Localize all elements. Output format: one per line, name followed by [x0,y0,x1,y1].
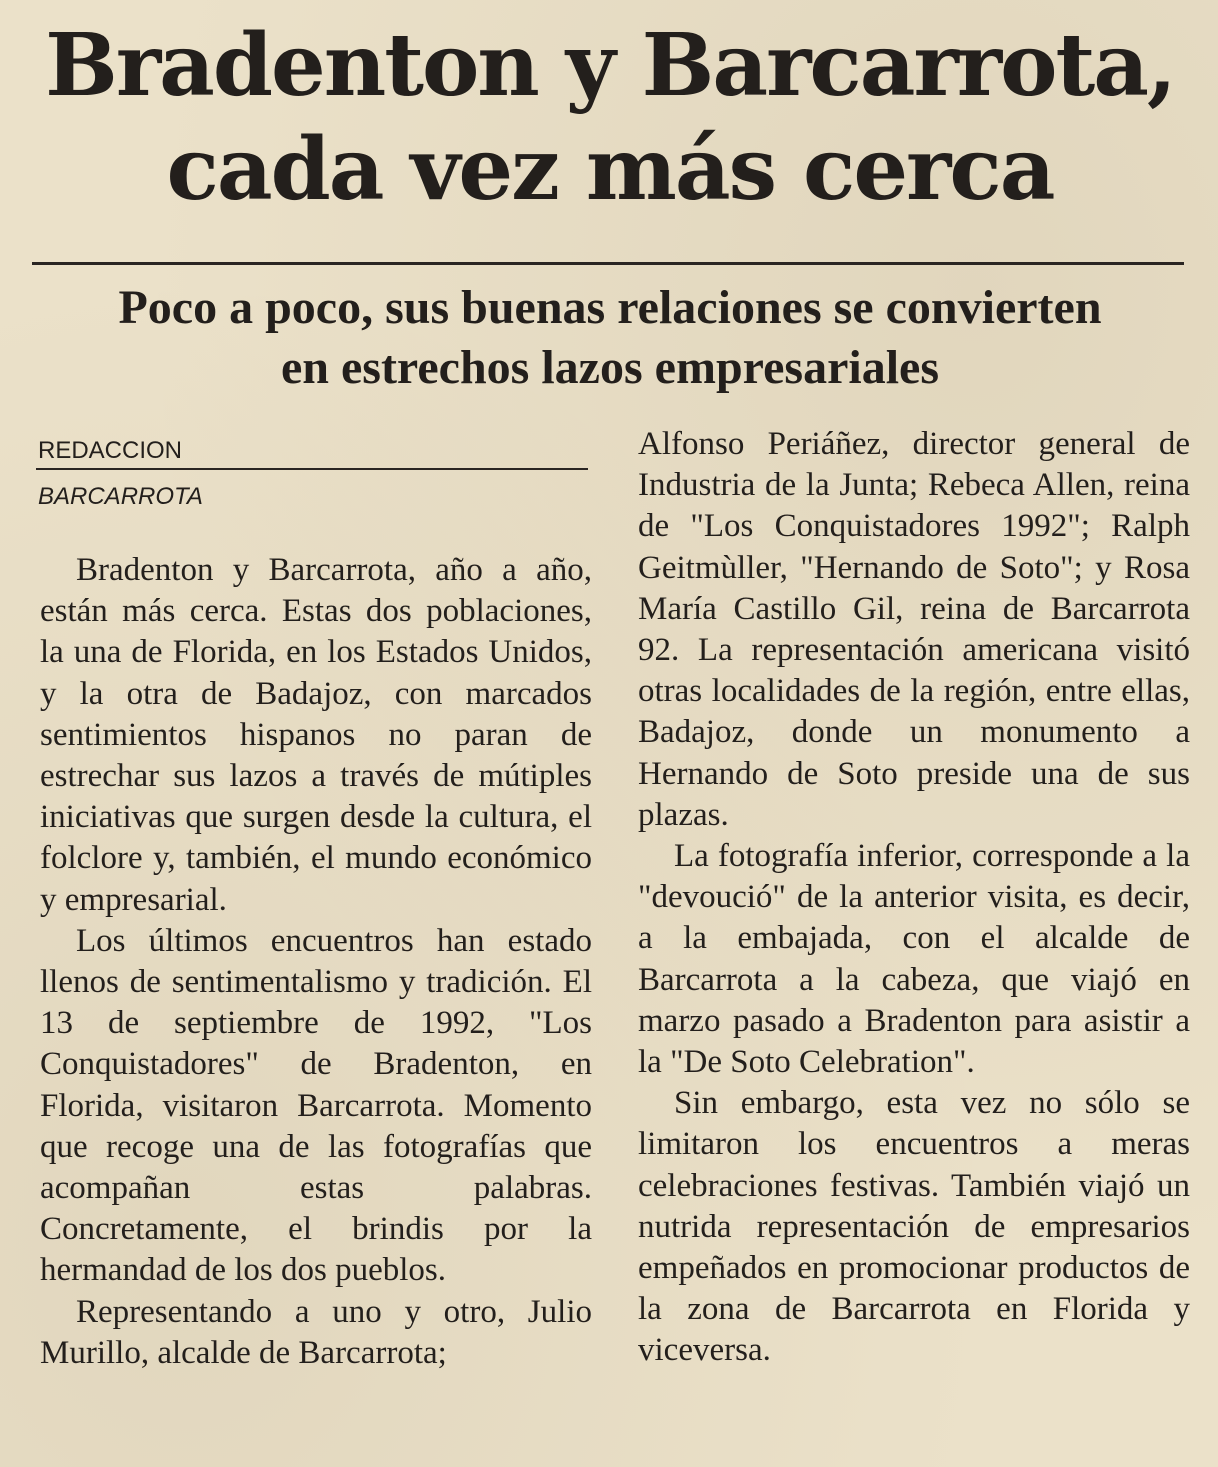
paragraph: Sin embargo, esta vez no sólo se limitaron los encuentros a meras celebraciones festivas. También viajó un nutrida representación de empresarios empeñados en promocionar productos de la zona de Barcarrota en Florida y viceversa. [638,1085,1190,1369]
paragraph: Los últimos encuentros han estado llenos de sentimentalismo y tradición. El 13 de septiembre de 1992, "Los Conquistadores" de Bradenton, en Florida, visitaron Barcarrota. Momento que recoge una de las fotografías que acompañan estas palabras. Concretamente, el brindis por la hermandad de los dos pueblos. [40,922,592,1289]
article-column-right [638,424,1190,1372]
dateline-location: BARCARROTA [38,483,203,510]
article-column-left [40,550,592,1374]
author: REDACCION [36,436,588,470]
headline-line-1: Bradenton y Barcarrota, [45,15,1175,116]
byline [36,436,596,512]
headline-divider [32,262,1184,265]
paragraph: Representando a uno y otro, Julio Murillo, alcalde de Barcarrota; [40,1293,592,1371]
subheadline-line-2: en estrechos lazos empresariales [280,341,940,394]
headline [30,14,1190,222]
paragraph: La fotografía inferior, corresponde a la "devoució" de la anterior visita, es decir, a la embajada, con el alcalde de Barcarrota a la cabeza, que viajó en marzo pasado a Bradenton para asistir a la "De Soto Celebration". [638,838,1190,1081]
headline-line-2: cada vez más cerca [166,119,1054,220]
subheadline-line-1: Poco a poco, sus buenas relaciones se convierten [118,281,1102,334]
paragraph: Bradenton y Barcarrota, año a año, están más cerca. Estas dos poblaciones, la una de Florida, en los Estados Unidos, y la otra de Badajoz, con marcados sentimientos hispanos no paran de estrechar sus lazos a través de mútiples iniciativas que surgen desde la cultura, el folclore y, también, el mundo económico y empresarial. [40,552,592,918]
paragraph: Alfonso Periáñez, director general de Industria de la Junta; Rebeca Allen, reina de "Los Conquistadores 1992"; Ralph Geitmùller, "Hernando de Soto"; y Rosa María Castillo Gil, reina de Barcarrota 92. La representación americana visitó otras localidades de la región, entre ellas, Badajoz, donde un monumento a Hernando de Soto preside una de sus plazas. [638,426,1190,833]
subheadline [30,278,1190,398]
